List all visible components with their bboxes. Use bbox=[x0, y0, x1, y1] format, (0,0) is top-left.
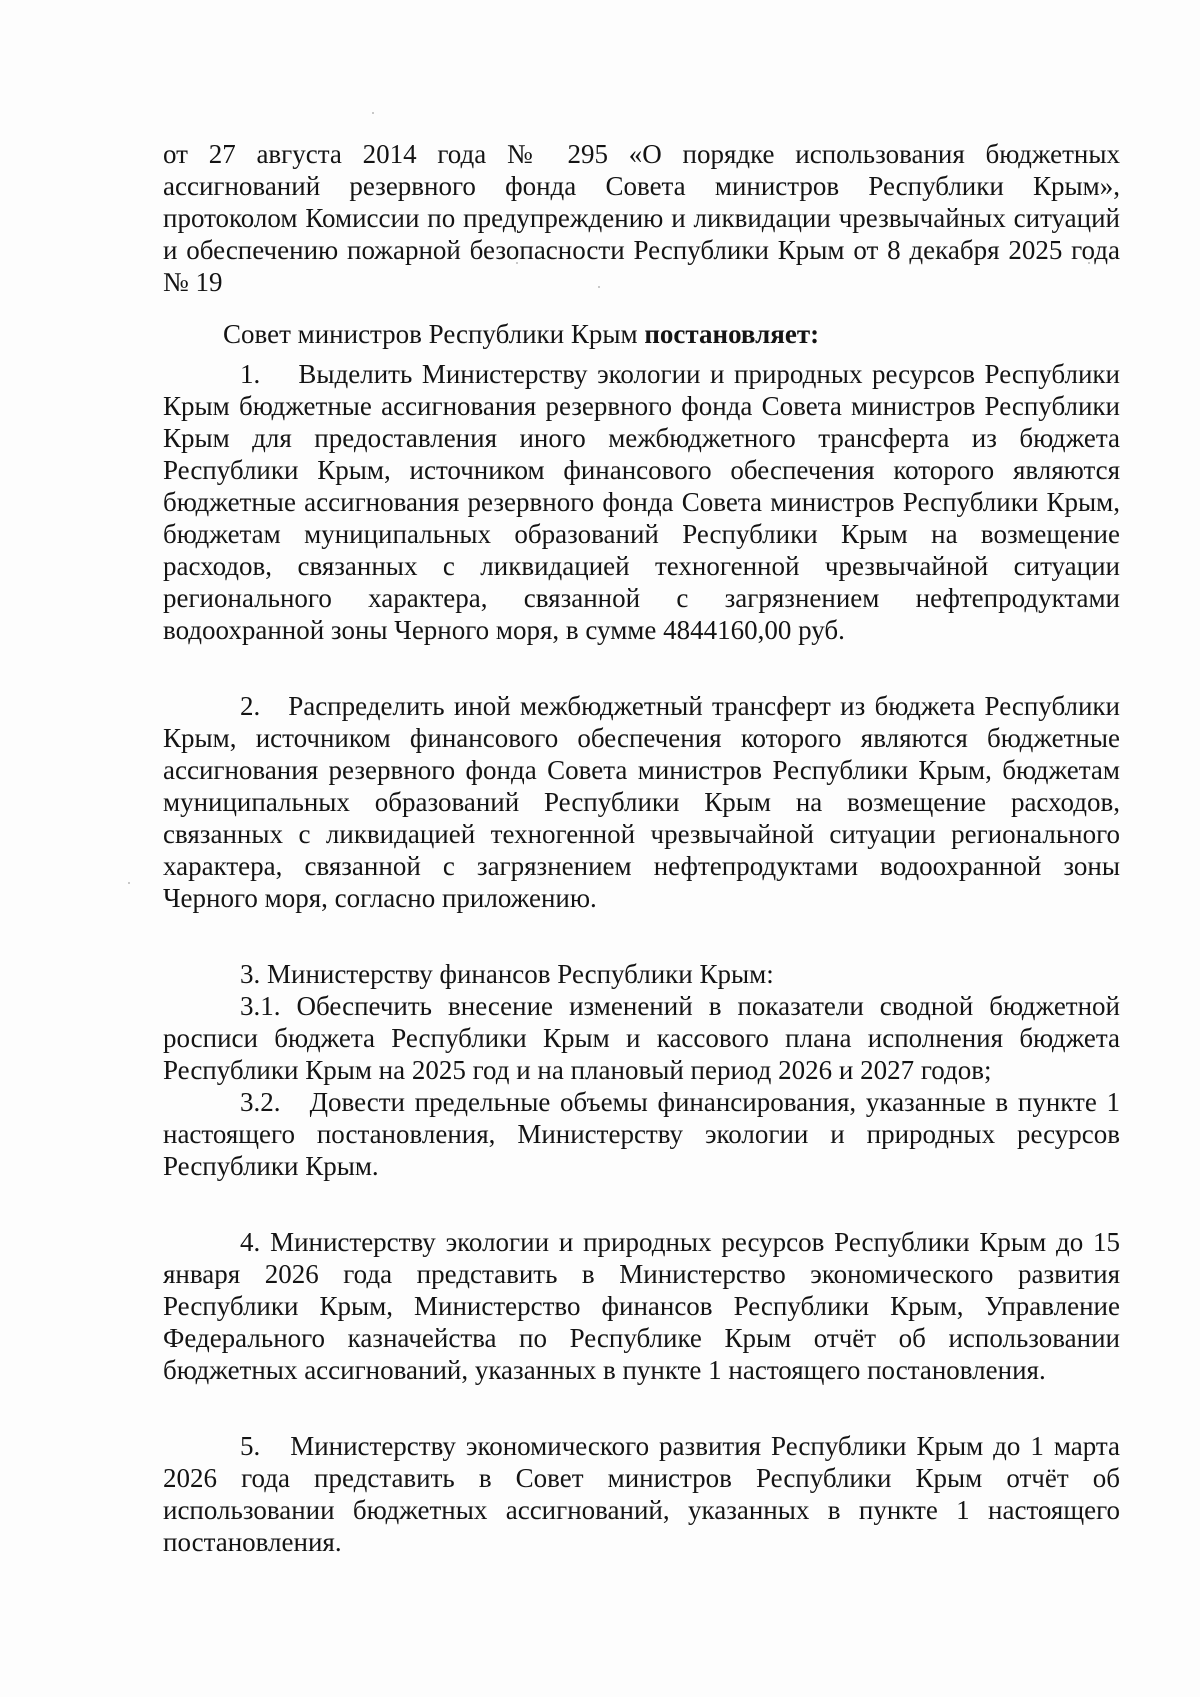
item-5-number: 5. bbox=[240, 1431, 261, 1461]
resolves-paragraph bbox=[163, 318, 1120, 350]
item-3-1-text: Обеспечить внесение изменений в показатели сводной бюджетной росписи бюджета Республики Крым и кассового плана исполнения бюджета Республики Крым на 2025 год и на плановый период 2026 и 2027 годов; bbox=[163, 991, 1121, 1085]
item-3-2-number: 3.2. bbox=[240, 1087, 281, 1117]
item-3-2-text: Довести предельные объемы финансирования, указанные в пункте 1 настоящего постановления, Министерству экологии и природных ресурсов Республики Крым. bbox=[163, 1087, 1121, 1181]
item-4-text: Министерству экологии и природных ресурсов Республики Крым до 15 января 2026 года представить в Министерство экономического развития Республики Крым, Министерство финансов Республики Крым, Управление Федерального казначейства по Республике Крым отчёт об использовании бюджетных ассигнований, указанных в пункте 1 настоящего постановления. bbox=[163, 1227, 1120, 1385]
item-4-number: 4. bbox=[240, 1227, 261, 1257]
item-3-paragraph bbox=[163, 958, 1120, 990]
item-1-text: Выделить Министерству экологии и природных ресурсов Республики Крым бюджетные ассигнования резервного фонда Совета министров Республики Крым для предоставления иного межбюджетного трансферта из бюджета Республики Крым, источником финансового обеспечения которого являются бюджетные ассигнования резервного фонда Совета министров Республики Крым, бюджетам муниципальных образований Республики Крым на возмещение расходов, связанных с ликвидацией техногенной чрезвычайной ситуации регионального характера, связанной с загрязнением нефтепродуктами водоохранной зоны Черного моря, в сумме 4844160,00 руб. bbox=[163, 359, 1120, 645]
item-2-text: Распределить иной межбюджетный трансферт из бюджета Республики Крым, источником финансового обеспечения которого являются бюджетные ассигнования резервного фонда Совета министров Республики Крым, бюджетам муниципальных образований Республики Крым на возмещение расходов, связанных с ликвидацией техногенной чрезвычайной ситуации регионального характера, связанной с загрязнением нефтепродуктами водоохранной зоны Черного моря, согласно приложению. bbox=[163, 691, 1121, 913]
scan-speck bbox=[128, 882, 130, 884]
item-3-text: Министерству финансов Республики Крым: bbox=[267, 959, 774, 989]
item-3-1-paragraph bbox=[163, 990, 1120, 1086]
item-5-text: Министерству экономического развития Республики Крым до 1 марта 2026 года представить в Совет министров Республики Крым отчёт об использовании бюджетных ассигнований, указанных в пункте 1 настоящего постановления. bbox=[163, 1431, 1121, 1557]
item-3-1-number: 3.1. bbox=[240, 991, 281, 1021]
item-2-paragraph bbox=[163, 690, 1120, 914]
resolves-intro: Совет министров Республики Крым bbox=[223, 319, 645, 349]
document-body bbox=[163, 138, 1120, 1558]
item-1-number: 1. bbox=[240, 359, 261, 389]
item-1-paragraph bbox=[163, 358, 1120, 646]
item-5-paragraph bbox=[163, 1430, 1120, 1558]
resolves-keyword: постановляет: bbox=[644, 319, 820, 349]
item-3-number: 3. bbox=[240, 959, 261, 989]
scan-speck bbox=[372, 112, 374, 114]
preamble-paragraph: от 27 августа 2014 года № 295 «О порядке использования бюджетных ассигнований резервного фонда Совета министров Республики Крым», протоколом Комиссии по предупреждению и ликвидации чрезвычайных ситуаций и обеспечению пожарной безопасности Республики Крым от 8 декабря 2025 года № 19 bbox=[163, 139, 1120, 297]
item-2-number: 2. bbox=[240, 691, 261, 721]
item-4-paragraph bbox=[163, 1226, 1120, 1386]
item-3-2-paragraph bbox=[163, 1086, 1120, 1182]
